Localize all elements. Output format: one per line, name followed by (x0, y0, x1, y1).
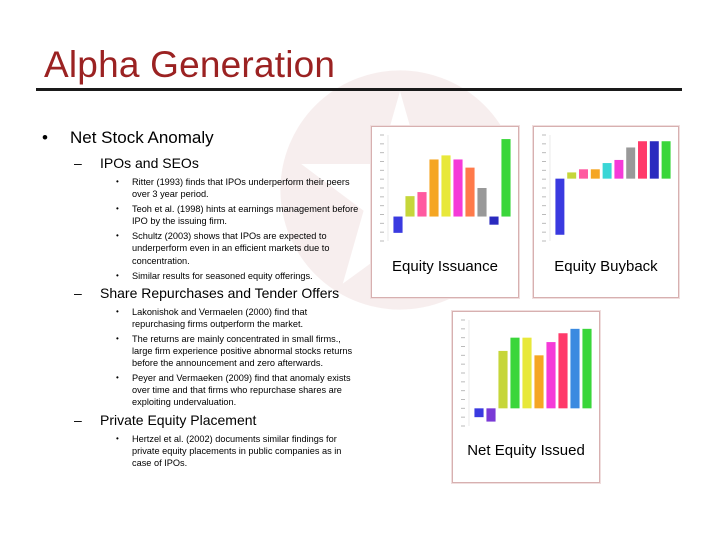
list-item-text: The returns are mainly concentrated in small firms., large firm experience positive abnormal stocks returns before the announcement and zero afterwards. (132, 333, 353, 369)
bar (489, 217, 498, 225)
list-item: • Teoh et al. (1998) hints at earnings management before IPO by the issuing firm. (116, 204, 359, 227)
y-tick (542, 205, 546, 206)
bar (603, 163, 612, 179)
bar (510, 338, 519, 409)
list-item: • Ritter (1993) finds that IPOs underperform their peers over 3 year period. (116, 177, 350, 200)
y-tick (380, 135, 384, 136)
bullet-text: Net Stock Anomaly (70, 128, 214, 147)
y-tick (542, 214, 546, 215)
bar (570, 329, 579, 409)
bullet-dot: • (42, 128, 48, 147)
chart-caption: Equity Issuance (392, 258, 498, 275)
y-tick (542, 232, 546, 233)
equity-issuance-chart (371, 126, 519, 298)
y-tick (461, 417, 465, 418)
bar (417, 192, 426, 216)
y-tick (542, 223, 546, 224)
bar (429, 159, 438, 216)
equity-buyback-chart (533, 126, 679, 298)
bar (522, 338, 531, 409)
bar (591, 169, 600, 178)
title-rule (36, 88, 682, 91)
list-item: • Hertzel et al. (2002) documents similar findings for private equity placements in public companies as in case of IPOs. (116, 433, 342, 468)
y-tick (542, 170, 546, 171)
y-tick (542, 188, 546, 189)
y-tick (380, 170, 384, 171)
bar (614, 160, 623, 179)
y-tick (380, 152, 384, 153)
bar (474, 408, 483, 417)
y-tick (461, 373, 465, 374)
bar (567, 172, 576, 178)
dash-marker: – (74, 155, 82, 171)
bar (546, 342, 555, 408)
list-item: • Similar results for seasoned equity offerings. (116, 270, 313, 281)
list-item: • Schultz (2003) shows that IPOs are expected to underperform even in an efficient markets due to concentration. (116, 231, 330, 266)
y-tick (461, 355, 465, 356)
y-tick (380, 188, 384, 189)
bar (534, 355, 543, 408)
bar (465, 168, 474, 217)
y-tick (380, 223, 384, 224)
section-heading (30, 412, 360, 428)
slide-outline (30, 128, 360, 472)
bar (453, 159, 462, 216)
list-item: • Lakonishok and Vermaelen (2000) find that repurchasing firms outperform the market. (116, 306, 308, 329)
y-tick (380, 214, 384, 215)
section-heading-text: IPOs and SEOs (100, 155, 199, 171)
list-item-text: Lakonishok and Vermaelen (2000) find that repurchasing firms outperform the market. (132, 306, 308, 329)
y-tick (461, 337, 465, 338)
chart-svg (453, 312, 599, 432)
bar (650, 141, 659, 178)
y-tick (461, 426, 465, 427)
list-item: • Peyer and Vermaeken (2009) find that anomaly exists over time and that firms who repurchase shares are exploiting undervaluation. (116, 373, 351, 408)
list-item-text: Schultz (2003) shows that IPOs are expected to underperform even in an efficient markets due to concentration. (132, 231, 330, 266)
bar (498, 351, 507, 408)
y-tick (380, 232, 384, 233)
y-tick (461, 399, 465, 400)
y-tick (380, 161, 384, 162)
list-item-text: Peyer and Vermaeken (2009) find that anomaly exists over time and that firms who repurchase shares are exploiting undervaluation. (132, 373, 351, 408)
y-tick (380, 196, 384, 197)
y-tick (461, 390, 465, 391)
bar (579, 169, 588, 178)
bar (405, 196, 414, 216)
section-heading-text: Private Equity Placement (100, 411, 257, 428)
y-tick (542, 135, 546, 136)
y-tick (542, 179, 546, 180)
y-tick (461, 346, 465, 347)
bar (477, 188, 486, 217)
y-tick (542, 143, 546, 144)
chart-svg (372, 127, 518, 247)
bar (486, 408, 495, 421)
bar (582, 329, 591, 409)
bar (638, 141, 647, 178)
y-tick (461, 364, 465, 365)
y-tick (461, 328, 465, 329)
bar (558, 333, 567, 408)
y-tick (380, 241, 384, 242)
net-equity-issued-chart (452, 311, 600, 483)
chart-caption: Equity Buyback (554, 258, 658, 275)
list-item-text: Teoh et al. (1998) hints at earnings management before IPO by the issuing firm. (132, 204, 359, 227)
y-tick (380, 205, 384, 206)
section-heading (30, 285, 360, 301)
y-tick (461, 320, 465, 321)
list-item-text: Ritter (1993) finds that IPOs underperform their peers over 3 year period. (132, 177, 350, 200)
dash-marker: – (74, 411, 82, 428)
chart-caption: Net Equity Issued (467, 442, 585, 459)
y-tick (542, 161, 546, 162)
section-heading (30, 155, 360, 171)
list-item-text: Similar results for seasoned equity offerings. (132, 270, 313, 281)
list-item: • The returns are mainly concentrated in small firms., large firm experience positive abnormal stocks returns before the announcement and zero afterwards. (116, 333, 353, 369)
bar (441, 155, 450, 216)
list-item-text: Hertzel et al. (2002) documents similar findings for private equity placements in public companies as in case of IPOs. (132, 433, 342, 468)
chart-svg (534, 127, 678, 247)
dash-marker: – (74, 284, 82, 301)
y-tick (380, 143, 384, 144)
bar (662, 141, 671, 178)
slide-title: Alpha Generation (44, 44, 336, 85)
y-tick (542, 196, 546, 197)
bar (626, 147, 635, 178)
bar (555, 179, 564, 235)
section-heading-text: Share Repurchases and Tender Offers (100, 284, 340, 301)
bullet-net-stock-anomaly (30, 128, 360, 148)
y-tick (542, 241, 546, 242)
y-tick (380, 179, 384, 180)
y-tick (461, 381, 465, 382)
y-tick (461, 408, 465, 409)
bar (501, 139, 510, 216)
y-tick (542, 152, 546, 153)
bar (393, 217, 402, 233)
